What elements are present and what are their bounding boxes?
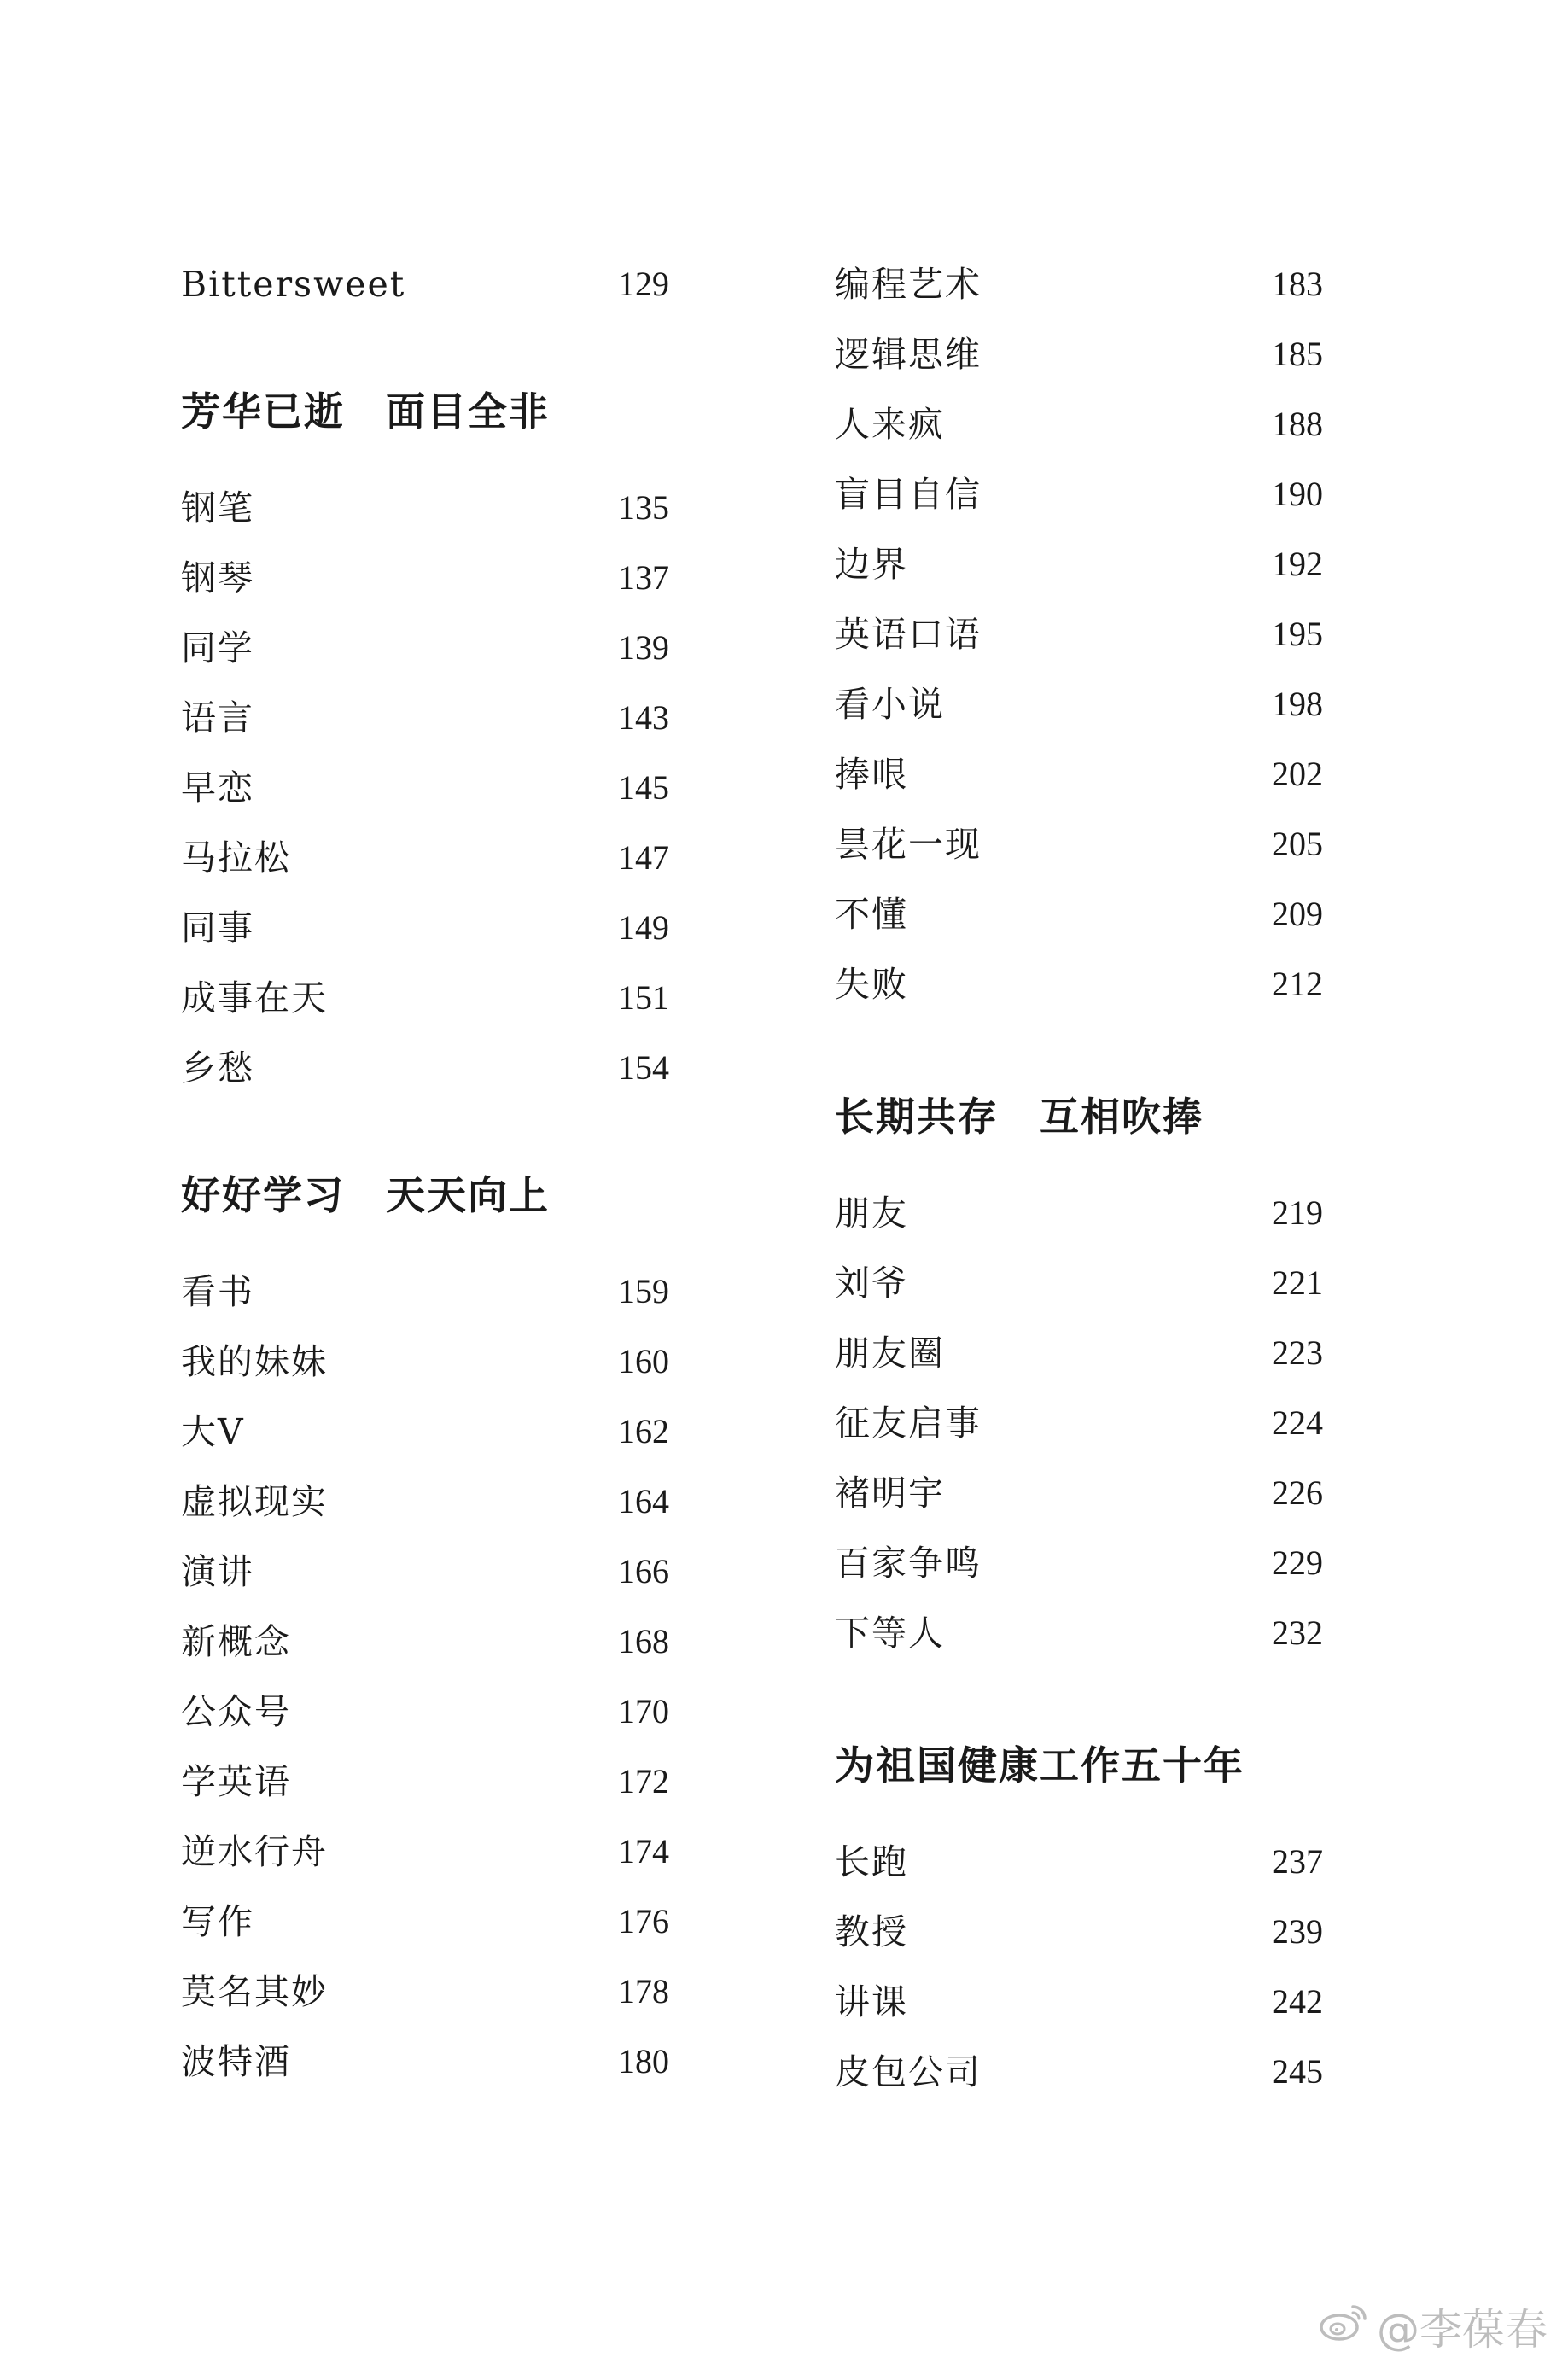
toc-entry-page: 145	[618, 768, 669, 807]
toc-entry[interactable]	[181, 1887, 669, 1957]
toc-entry[interactable]	[835, 1388, 1323, 1458]
toc-entry-page: 162	[618, 1412, 669, 1450]
toc-entry[interactable]	[181, 543, 669, 613]
toc-entry-title: 看书	[181, 1270, 254, 1312]
toc-left-column	[181, 249, 669, 2097]
toc-entry-title: Bittersweet	[181, 263, 406, 305]
toc-entry-page: 174	[618, 1832, 669, 1870]
toc-entry[interactable]	[835, 1178, 1323, 1248]
toc-entry-page: 149	[618, 908, 669, 947]
toc-entry[interactable]	[181, 683, 669, 753]
toc-entry[interactable]	[181, 1033, 669, 1103]
toc-entry[interactable]	[181, 1467, 669, 1537]
toc-entry-title: 皮包公司	[835, 2051, 982, 2092]
toc-entry[interactable]	[835, 1528, 1323, 1598]
toc-entry-title: 马拉松	[181, 837, 291, 878]
toc-entry-title: 莫名其妙	[181, 1970, 328, 2012]
toc-entry-title: 捧哏	[835, 753, 908, 795]
toc-entry[interactable]	[835, 1967, 1323, 2037]
toc-entry-page: 219	[1272, 1193, 1323, 1232]
toc-entry-title: 同学	[181, 627, 254, 668]
toc-entry-title: 逻辑思维	[835, 333, 982, 375]
toc-entry-title: 刘爷	[835, 1262, 908, 1304]
toc-entry-title: 早恋	[181, 767, 254, 808]
toc-entry-page: 135	[618, 488, 669, 527]
toc-entry-page: 129	[618, 265, 669, 303]
toc-entry-title: 语言	[181, 697, 254, 738]
toc-entry-page: 195	[1272, 615, 1323, 653]
toc-entry[interactable]	[835, 1827, 1323, 1897]
toc-entry[interactable]	[181, 1607, 669, 1677]
watermark	[1319, 2296, 1548, 2357]
toc-entry-title: 波特酒	[181, 2040, 291, 2082]
toc-entry-title: 学英语	[181, 1760, 291, 1802]
toc-entry-page: 221	[1272, 1263, 1323, 1302]
toc-entry[interactable]	[835, 809, 1323, 879]
toc-entry[interactable]	[835, 1458, 1323, 1528]
toc-entry-title: 边界	[835, 543, 908, 585]
toc-entry-title: 失败	[835, 963, 908, 1005]
toc-entry[interactable]	[181, 1677, 669, 1747]
toc-entry[interactable]	[181, 963, 669, 1033]
toc-entry-page: 147	[618, 838, 669, 877]
toc-entry-page: 245	[1272, 2052, 1323, 2091]
toc-entry-title: 朋友	[835, 1192, 908, 1234]
toc-entry-title: 钢笔	[181, 487, 254, 528]
toc-entry-title: 大V	[181, 1410, 245, 1452]
toc-entry-page: 159	[618, 1272, 669, 1310]
toc-entry-page: 178	[618, 1972, 669, 2010]
toc-entry-title: 公众号	[181, 1690, 291, 1732]
toc-entry-page: 192	[1272, 545, 1323, 583]
toc-entry[interactable]	[835, 249, 1323, 319]
toc-entry[interactable]	[835, 739, 1323, 809]
section-heading: 芳华已逝 面目全非	[181, 388, 550, 435]
toc-entry-title: 英语口语	[835, 613, 982, 655]
toc-entry[interactable]	[181, 1257, 669, 1327]
toc-entry[interactable]	[835, 599, 1323, 669]
toc-entry[interactable]	[181, 613, 669, 683]
toc-entry-page: 226	[1272, 1473, 1323, 1512]
toc-entry-page: 170	[618, 1692, 669, 1730]
toc-entry-page: 166	[618, 1552, 669, 1590]
toc-entry-page: 239	[1272, 1912, 1323, 1951]
toc-entry-page: 242	[1272, 1982, 1323, 2021]
toc-entry-title: 百家争鸣	[835, 1542, 982, 1584]
toc-entry-title: 乡愁	[181, 1047, 254, 1088]
toc-entry-title: 钢琴	[181, 557, 254, 598]
toc-entry[interactable]	[835, 1897, 1323, 1967]
toc-entry-title: 讲课	[835, 1981, 908, 2022]
toc-entry-title: 看小说	[835, 683, 945, 725]
toc-entry[interactable]	[181, 473, 669, 543]
toc-entry[interactable]	[181, 1537, 669, 1607]
toc-entry[interactable]	[835, 669, 1323, 739]
toc-right-column	[835, 249, 1323, 2107]
toc-entry-title: 新概念	[181, 1620, 291, 1662]
toc-entry[interactable]	[181, 1747, 669, 1817]
toc-entry-title: 下等人	[835, 1612, 945, 1654]
toc-entry-page: 164	[618, 1482, 669, 1520]
toc-entry-page: 232	[1272, 1613, 1323, 1652]
toc-entry[interactable]	[835, 1248, 1323, 1318]
toc-entry-title: 人来疯	[835, 403, 945, 445]
toc-entry-page: 154	[618, 1048, 669, 1087]
toc-entry[interactable]	[181, 1397, 669, 1467]
toc-entry-title: 征友启事	[835, 1402, 982, 1444]
toc-entry[interactable]	[181, 249, 669, 319]
toc-entry-page: 198	[1272, 685, 1323, 723]
toc-entry-title: 不懂	[835, 893, 908, 935]
toc-entry-title: 盲目自信	[835, 473, 982, 515]
toc-entry-page: 139	[618, 628, 669, 667]
toc-entry-title: 昙花一现	[835, 823, 982, 865]
toc-entry[interactable]	[835, 879, 1323, 949]
toc-entry-title: 逆水行舟	[181, 1830, 328, 1872]
toc-entry-page: 176	[618, 1902, 669, 1940]
toc-entry-page: 151	[618, 978, 669, 1017]
toc-entry-page: 183	[1272, 265, 1323, 303]
toc-entry-title: 演讲	[181, 1550, 254, 1592]
toc-entry-page: 180	[618, 2042, 669, 2080]
toc-entry-page: 205	[1272, 825, 1323, 863]
toc-entry-page: 190	[1272, 475, 1323, 513]
toc-entry-page: 237	[1272, 1842, 1323, 1881]
toc-entry[interactable]	[835, 459, 1323, 529]
toc-entry[interactable]	[835, 2037, 1323, 2107]
toc-entry[interactable]	[835, 1318, 1323, 1388]
toc-entry[interactable]	[835, 389, 1323, 459]
section-heading: 长期共存 互相吹捧	[835, 1094, 1204, 1140]
toc-entry-title: 写作	[181, 1900, 254, 1942]
toc-entry-page: 185	[1272, 335, 1323, 373]
toc-entry[interactable]	[835, 319, 1323, 389]
toc-entry[interactable]	[181, 1327, 669, 1397]
toc-entry-page: 224	[1272, 1403, 1323, 1442]
watermark-text: @李葆春	[1377, 2305, 1548, 2354]
toc-entry[interactable]	[181, 1817, 669, 1887]
toc-entry-page: 168	[618, 1622, 669, 1660]
toc-entry-page: 137	[618, 558, 669, 597]
toc-entry[interactable]	[181, 2027, 669, 2097]
toc-entry-page: 209	[1272, 895, 1323, 933]
toc-entry[interactable]	[181, 893, 669, 963]
toc-entry-title: 褚明宇	[835, 1472, 945, 1514]
toc-entry-page: 143	[618, 698, 669, 737]
section-heading: 好好学习 天天向上	[181, 1172, 550, 1218]
toc-entry-title: 成事在天	[181, 977, 328, 1018]
toc-entry-title: 我的妹妹	[181, 1340, 328, 1382]
toc-entry-title: 长跑	[835, 1841, 908, 1882]
toc-entry[interactable]	[181, 753, 669, 823]
toc-entry-page: 202	[1272, 755, 1323, 793]
toc-entry[interactable]	[835, 949, 1323, 1019]
toc-entry-page: 212	[1272, 965, 1323, 1003]
toc-entry-title: 同事	[181, 907, 254, 948]
toc-entry-page: 172	[618, 1762, 669, 1800]
toc-entry[interactable]	[835, 529, 1323, 599]
toc-entry-page: 188	[1272, 405, 1323, 443]
weibo-icon	[1319, 2300, 1368, 2353]
toc-entry-page: 229	[1272, 1543, 1323, 1582]
toc-entry-page: 223	[1272, 1333, 1323, 1372]
toc-entry-page: 160	[618, 1342, 669, 1380]
toc-entry[interactable]	[835, 1598, 1323, 1668]
toc-entry-title: 编程艺术	[835, 263, 982, 305]
toc-entry-title: 朋友圈	[835, 1332, 945, 1374]
toc-entry[interactable]	[181, 1957, 669, 2027]
toc-entry-title: 教授	[835, 1911, 908, 1952]
toc-entry-title: 虚拟现实	[181, 1480, 328, 1522]
section-heading: 为祖国健康工作五十年	[835, 1742, 1244, 1788]
toc-entry[interactable]	[181, 823, 669, 893]
